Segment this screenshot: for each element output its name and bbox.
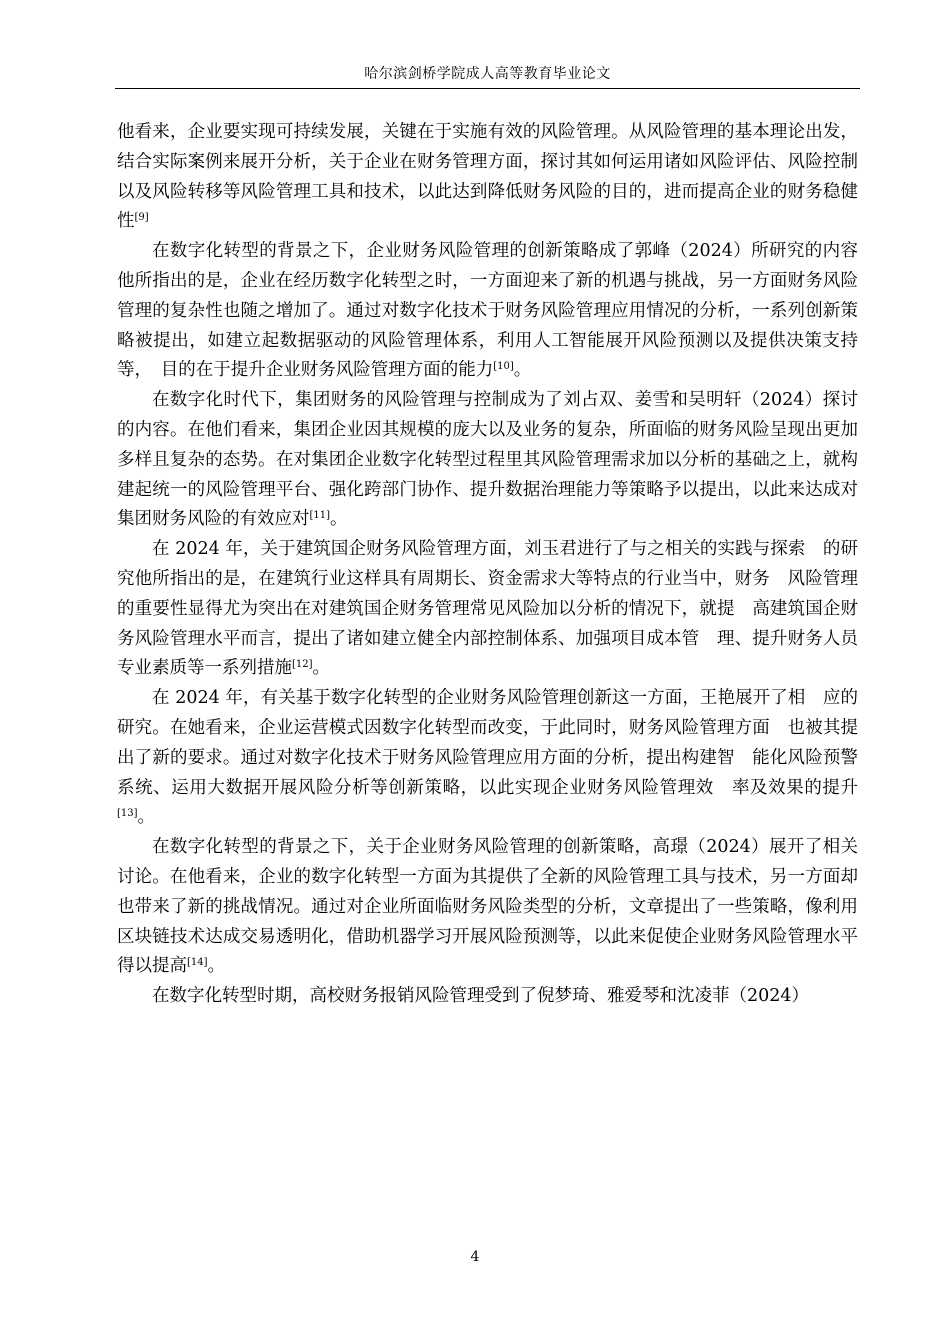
citation-ref: [9] [134, 212, 149, 224]
paragraph [117, 386, 858, 535]
body-text [117, 118, 858, 1012]
paragraph-text: 在数字化转型时期，高校财务报销风险管理受到了倪梦琦、雅爱琴和沈凌菲（2024） [152, 986, 810, 1007]
citation-ref: [13] [117, 808, 138, 820]
running-header: 哈尔滨剑桥学院成人高等教育毕业论文 [364, 66, 611, 82]
paragraph-tail: 。 [513, 360, 532, 381]
paragraph-tail: 。 [312, 658, 331, 679]
citation-ref: [11] [309, 510, 331, 522]
citation-ref: [12] [292, 659, 313, 671]
paragraph-tail: 。 [330, 509, 348, 530]
citation-ref: [10] [493, 361, 514, 373]
paragraph-text: 在数字化转型的背景之下，企业财务风险管理的创新策略成了郭峰（2024）所研究的内容他所指出的是，企业在经历数字化转型之时，一方面迎来了新的机遇与挑战，另一方面财务风险管理的复杂性也随之增加了。通过对数字化技术于财务风险管理应用情况的分析，一系列创新策略被提出，如建立起数据驱动的风险管理体系，利用人工智能展开风险预测以及提供决策支持等， 目的在于提升企业财务风险管理方面的能力 [117, 241, 858, 381]
paragraph-text: 他看来，企业要实现可持续发展，关键在于实施有效的风险管理。从风险管理的基本理论出发，结合实际案例来展开分析，关于企业在财务管理方面，探讨其如何运用诸如风险评估、风险控制以及风险转移等风险管理工具和技术，以此达到降低财务风险的目的，进而提高企业的财务稳健性 [117, 122, 858, 232]
paragraph [117, 535, 858, 684]
paragraph-tail: 。 [207, 956, 226, 977]
paragraph [117, 833, 858, 982]
header-divider [115, 88, 860, 89]
paragraph [117, 118, 858, 237]
page-number: 4 [470, 1249, 480, 1265]
paragraph [117, 684, 858, 833]
paragraph-tail: 。 [137, 807, 156, 828]
paragraph-text: 在数字化转型的背景之下，关于企业财务风险管理的创新策略，高璟（2024）展开了相关讨论。在他看来，企业的数字化转型一方面为其提供了全新的风险管理工具与技术，另一方面却也带来了新的挑战情况。通过对企业所面临财务风险类型的分析，文章提出了一些策略，像利用区块链技术达成交易透明化，借助机器学习开展风险预测等，以此来促使企业财务风险管理水平得以提高 [117, 837, 858, 977]
paragraph-text: 在数字化时代下，集团财务的风险管理与控制成为了刘占双、姜雪和吴明轩（2024）探讨的内容。在他们看来，集团企业因其规模的庞大以及业务的复杂，所面临的财务风险呈现出更加多样且复杂的态势。在对集团企业数字化转型过程里其风险管理需求加以分析的基础之上，就构建起统一的风险管理平台、强化跨部门协作、提升数据治理能力等策略予以提出，以此来达成对集团财务风险的有效应对 [117, 390, 858, 530]
paragraph-text: 在 2024 年，有关基于数字化转型的企业财务风险管理创新这一方面，王艳展开了相 应的研究。在她看来，企业运营模式因数字化转型而改变，于此同时，财务风险管理方面 也被其提出了新的要求。通过对数字化技术于财务风险管理应用方面的分析，提出构建智 能化风险预警系统、运用大数据开展风险分析等创新策略，以此实现企业财务风险管理效 率及效果的提升 [117, 688, 858, 798]
paragraph [117, 237, 858, 386]
paragraph-text: 在 2024 年，关于建筑国企财务风险管理方面，刘玉君进行了与之相关的实践与探索 的研究他所指出的是，在建筑行业这样具有周期长、资金需求大等特点的行业当中，财务 风险管理的重要性显得尤为突出在对建筑国企财务管理常见风险加以分析的情况下，就提 高建筑国企财务风险管理水平而言，提出了诸如建立健全内部控制体系、加强项目成本管 理、提升财务人员专业素质等一系列措施 [117, 539, 858, 679]
paragraph [117, 982, 858, 1012]
citation-ref: [14] [187, 957, 208, 969]
